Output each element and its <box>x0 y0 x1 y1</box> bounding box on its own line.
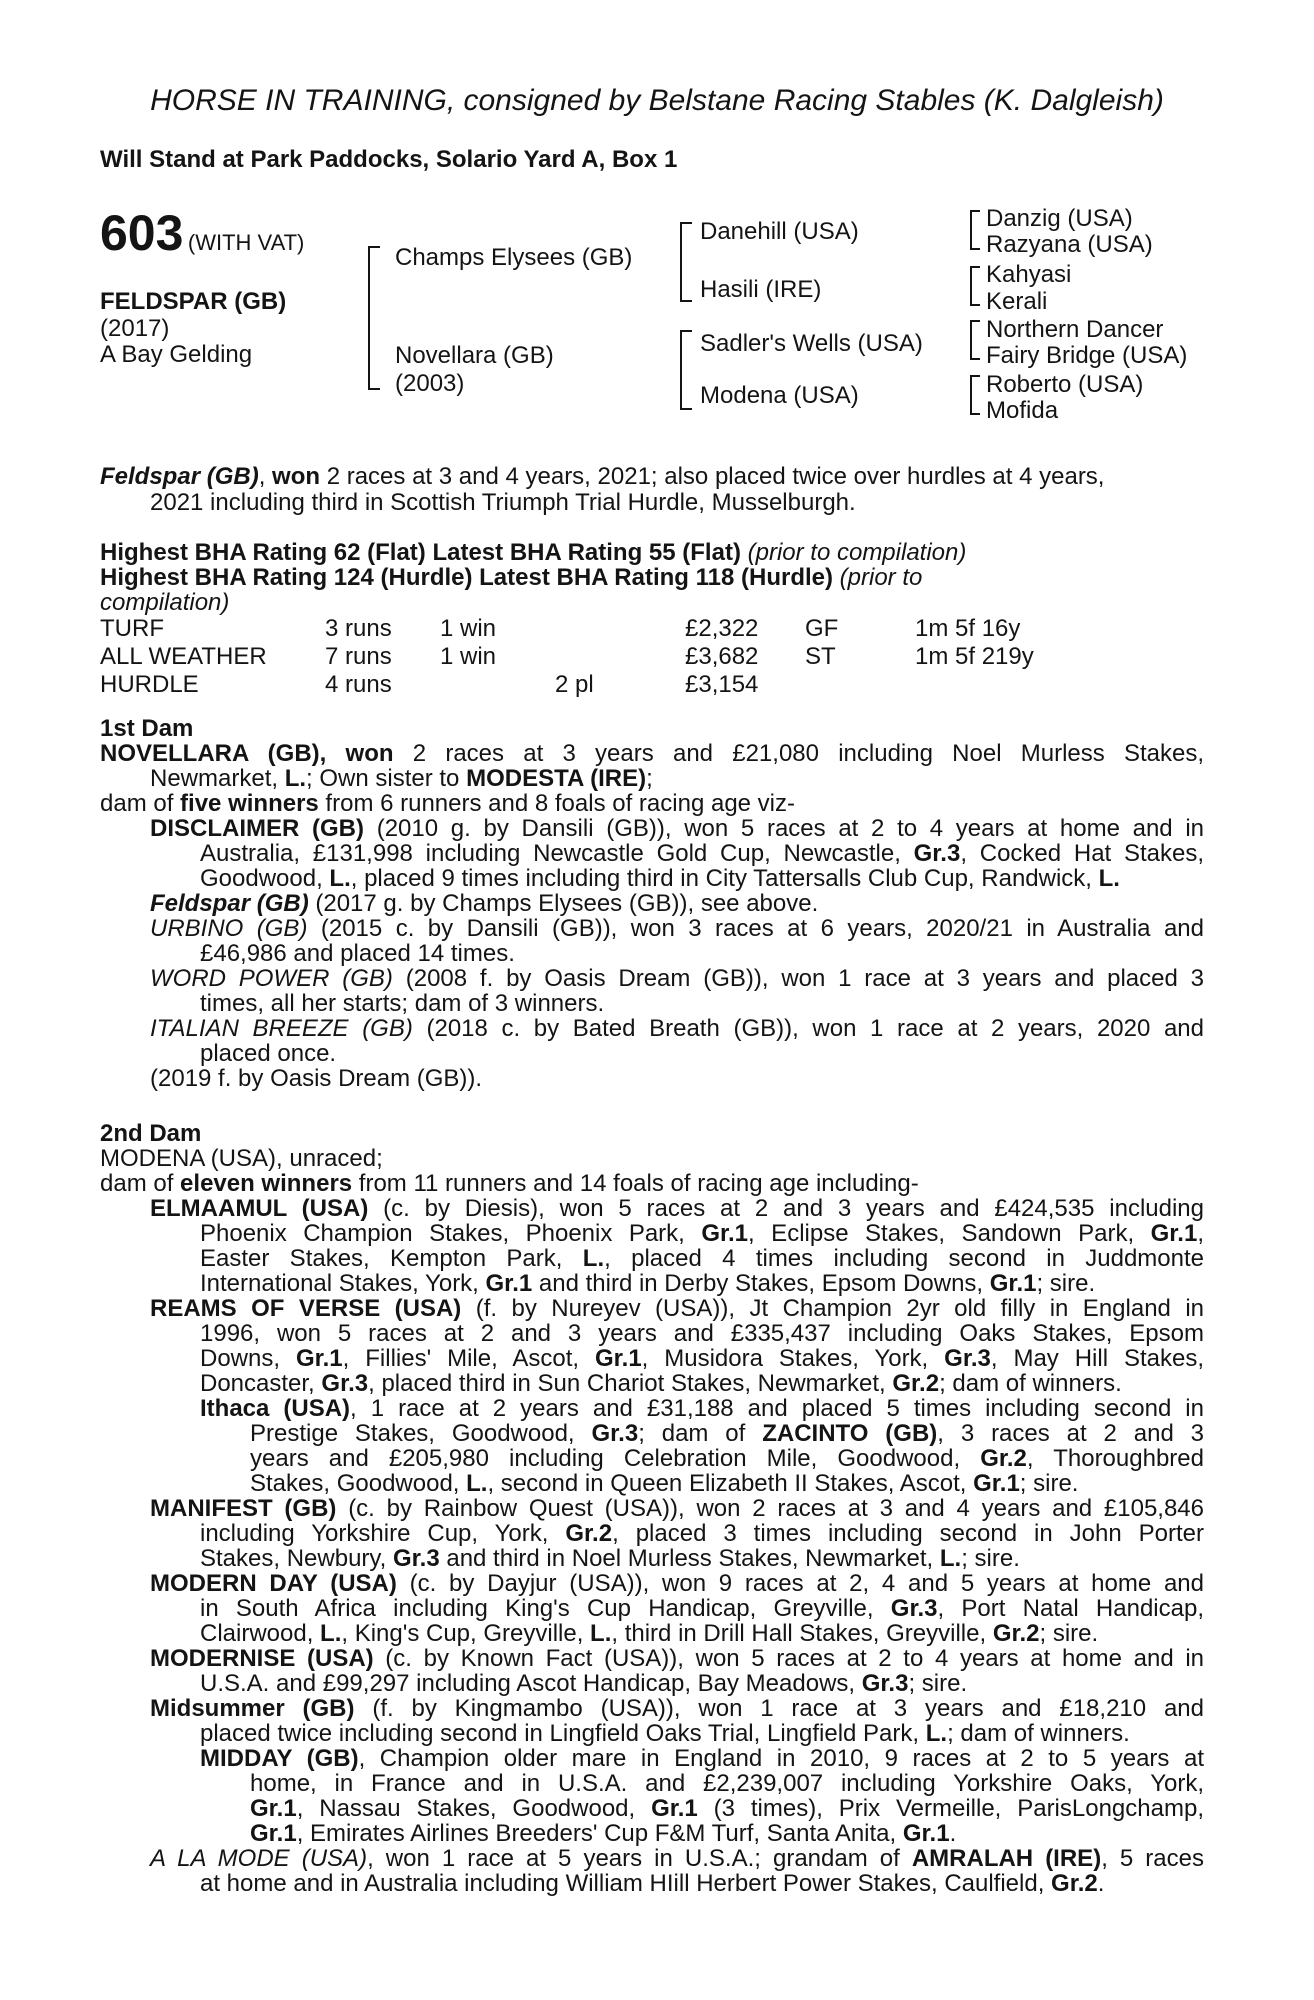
g3-brace <box>970 210 980 250</box>
race-record-surface: TURF <box>100 615 164 642</box>
progeny-line <box>250 1796 1204 1821</box>
race-record-surface: HURDLE <box>100 671 199 698</box>
summary-line: Feldspar (GB), won 2 races at 3 and 4 years, 2021; also placed twice over hurdles at 4 years, <box>100 463 1105 490</box>
listed-mark: L. <box>329 865 351 892</box>
text: , Emirates Airlines Breeders' Cup F&M Turf, Santa Anita, <box>296 1820 903 1847</box>
text: (2015 c. by Dansili (GB)), won 3 races at 6 years, 2020/21 in Australia and <box>307 915 1204 942</box>
progeny-name: Feldspar (GB) <box>150 890 309 917</box>
won-label: , won <box>319 740 394 767</box>
text: placed twice including second in Lingfield Oaks Trial, Lingfield Park, <box>200 1720 926 1747</box>
first-dam-line <box>100 741 1204 766</box>
text: (2018 c. by Bated Breath (GB)), won 1 race at 2 years, 2020 and <box>412 1015 1204 1042</box>
text: , placed 9 times including third in City Tattersalls Club Cup, Randwick, <box>350 865 1099 892</box>
progeny-line <box>150 816 1204 841</box>
text: including Yorkshire Cup, York, <box>200 1520 566 1547</box>
grade-mark: Gr.1 <box>902 1820 950 1847</box>
text: ; Own sister to <box>306 765 467 792</box>
text: from 11 runners and 14 foals of racing age including- <box>352 1170 919 1197</box>
listed-mark: L. <box>466 1470 488 1497</box>
progeny-line: £46,986 and placed 14 times. <box>200 940 515 967</box>
text: International Stakes, York, <box>200 1270 486 1297</box>
text: , placed 3 times including second in John Porter <box>612 1520 1205 1547</box>
dam-year: (2003) <box>395 370 465 397</box>
race-record-wins <box>440 671 555 699</box>
grade-mark: Gr.3 <box>944 1345 991 1372</box>
winners-count: eleven winners <box>180 1170 353 1197</box>
sire-brace <box>680 222 692 302</box>
progeny-line <box>200 1371 1122 1396</box>
race-record-row <box>100 643 1115 671</box>
text: ; <box>646 765 653 792</box>
race-record-distance: 1m 5f 219y <box>915 643 1034 670</box>
flat-rating <box>100 540 966 565</box>
first-dam-heading: 1st Dam <box>100 715 194 742</box>
page-title: HORSE IN TRAINING, consigned by Belstane Racing Stables (K. Dalgleish) <box>150 84 1164 117</box>
text: Doncaster, <box>200 1370 322 1397</box>
text: , Thoroughbred <box>1026 1445 1204 1472</box>
race-record-wins: 1 win <box>440 615 497 642</box>
text: U.S.A. and £99,297 including Ascot Handicap, Bay Meadows, <box>200 1670 862 1697</box>
grade-mark: Gr.2 <box>1051 1870 1098 1897</box>
g3-name: Kerali <box>986 288 1048 315</box>
progeny-line <box>200 1871 1104 1896</box>
stand-location: Will Stand at Park Paddocks, Solario Yard A, Box 1 <box>100 146 678 173</box>
first-dam-line <box>100 791 795 816</box>
text: ; dam of winners. <box>939 1370 1122 1397</box>
sire: Champs Elysees (GB) <box>395 244 633 271</box>
grade-mark: Gr.2 <box>565 1520 613 1547</box>
text: Prestige Stakes, Goodwood, <box>250 1420 592 1447</box>
rating-note: (prior to compilation) <box>747 539 967 566</box>
progeny-line <box>150 1196 1204 1221</box>
race-record-going: ST <box>805 643 836 670</box>
text: Stakes, Goodwood, <box>250 1470 467 1497</box>
progeny-line <box>150 1646 1204 1671</box>
progeny-line: 1996, won 5 races at 2 and 3 years and £335,437 including Oaks Stakes, Epsom <box>200 1320 1204 1347</box>
text: , Cocked Hat Stakes, <box>960 840 1204 867</box>
listed-mark: L. <box>284 765 307 792</box>
progeny-name: ELMAAMUL (USA) <box>150 1195 369 1222</box>
progeny-line <box>200 1346 1204 1371</box>
race-record-distance: 1m 5f 16y <box>915 615 1021 642</box>
text: , Musidora Stakes, York, <box>641 1345 945 1372</box>
text: , Port Natal Handicap, <box>937 1595 1204 1622</box>
text: , 5 races <box>1101 1845 1204 1872</box>
text: 2 races at 3 years and £21,080 including Noel Murless Stakes, <box>393 740 1205 767</box>
g3-name: Mofida <box>986 397 1059 424</box>
progeny-name: MODERNISE (USA) <box>150 1645 374 1672</box>
progeny-line <box>200 1396 1204 1421</box>
grade-mark: Gr.3 <box>890 1595 938 1622</box>
progeny-line <box>150 966 1204 991</box>
g3-brace <box>970 375 980 415</box>
progeny-line <box>200 1596 1204 1621</box>
listed-mark: L. <box>582 1245 605 1272</box>
text: ; sire. <box>908 1670 968 1697</box>
text: (2010 g. by Dansili (GB)), won 5 races at 2 to 4 years at home and in <box>364 815 1205 842</box>
race-record-table <box>100 615 1115 699</box>
text: . <box>1097 1870 1105 1897</box>
text: , Eclipse Stakes, Sandown Park, <box>748 1220 1151 1247</box>
grade-mark: Gr.3 <box>913 840 961 867</box>
text: and third in Derby Stakes, Epsom Downs, <box>532 1270 990 1297</box>
summary-line-2: 2021 including third in Scottish Triumph Trial Hurdle, Musselburgh. <box>150 489 856 516</box>
progeny-line <box>200 866 1120 891</box>
race-record-going: GF <box>805 615 839 642</box>
dam: Novellara (GB) <box>395 342 554 369</box>
text: , <box>1197 1220 1204 1247</box>
race-record-runs: 7 runs <box>325 643 392 670</box>
grade-mark: Gr.1 <box>250 1795 297 1822</box>
text: Stakes, Newbury, <box>200 1545 393 1572</box>
grade-mark: Gr.1 <box>594 1345 642 1372</box>
progeny-name: ITALIAN BREEZE (GB) <box>150 1015 413 1042</box>
listed-mark: L. <box>590 1620 612 1647</box>
progeny-line <box>250 1421 1204 1446</box>
race-record-prize: £2,322 <box>685 615 759 642</box>
race-record-placed: 2 pl <box>555 671 594 698</box>
progeny-name: WORD POWER (GB) <box>150 965 393 992</box>
progeny-name: REAMS OF VERSE (USA) <box>150 1295 462 1322</box>
text: , placed third in Sun Chariot Stakes, Newmarket, <box>368 1370 893 1397</box>
text: (f. by Nureyev (USA)), Jt Champion 2yr old filly in England in <box>461 1295 1204 1322</box>
progeny-line <box>200 1671 967 1696</box>
text: . <box>949 1820 957 1847</box>
text: , Fillies' Mile, Ascot, <box>342 1345 595 1372</box>
second-dam-line <box>100 1171 919 1196</box>
progeny-line <box>200 1746 1204 1771</box>
lot-block <box>100 205 304 261</box>
text: dam of <box>100 1170 181 1197</box>
text: from 6 runners and 8 foals of racing age viz- <box>318 790 796 817</box>
progeny-name: Midsummer (GB) <box>150 1695 355 1722</box>
sister-name: MODESTA (IRE) <box>466 765 647 792</box>
race-record-going <box>805 671 915 699</box>
text: and third in Noel Murless Stakes, Newmarket, <box>439 1545 940 1572</box>
progeny-name: Ithaca (USA) <box>200 1395 351 1422</box>
horse-description: A Bay Gelding <box>100 341 253 368</box>
text: Downs, <box>200 1345 296 1372</box>
first-dam-line <box>150 766 653 791</box>
progeny-line <box>200 841 1204 866</box>
second-dam-heading: 2nd Dam <box>100 1120 202 1147</box>
listed-mark: L. <box>320 1620 342 1647</box>
g3-name: Kahyasi <box>986 261 1072 288</box>
progeny-name: ZACINTO (GB) <box>762 1420 938 1447</box>
dam-name: NOVELLARA (GB) <box>100 740 320 767</box>
race-record-surface: ALL WEATHER <box>100 643 267 670</box>
text: Goodwood, <box>200 865 330 892</box>
g3-brace <box>970 266 980 306</box>
flat-rating-text: Highest BHA Rating 62 (Flat) Latest BHA Rating 55 (Flat) <box>100 539 741 566</box>
text: ; dam of <box>638 1420 763 1447</box>
progeny-line: home, in France and in U.S.A. and £2,239,007 including Yorkshire Oaks, York, <box>250 1770 1204 1797</box>
grade-mark: Gr.3 <box>321 1370 369 1397</box>
rating-note: (prior to <box>839 564 923 591</box>
grade-mark: Gr.1 <box>651 1795 698 1822</box>
grade-mark: Gr.2 <box>980 1445 1027 1472</box>
text: years and £205,980 including Celebration Mile, Goodwood, <box>250 1445 981 1472</box>
text: (2017 g. by Champs Elysees (GB)), see above. <box>308 890 819 917</box>
horse-year: (2017) <box>100 315 170 342</box>
race-record-distance <box>915 671 1115 699</box>
progeny-line <box>150 1696 1204 1721</box>
progeny-line <box>200 1246 1204 1271</box>
g3-name: Roberto (USA) <box>986 371 1144 398</box>
progeny-name: MIDDAY (GB) <box>200 1745 359 1772</box>
hurdle-rating <box>100 565 922 590</box>
progeny-name: A LA MODE (USA) <box>150 1845 368 1872</box>
progeny-name: MODERN DAY (USA) <box>150 1570 397 1597</box>
dam-dam: Modena (USA) <box>700 382 859 409</box>
progeny-line <box>150 1016 1204 1041</box>
text: , third in Drill Hall Stakes, Greyville, <box>611 1620 993 1647</box>
text: at home and in Australia including William HIill Herbert Power Stakes, Caulfield, <box>200 1870 1052 1897</box>
vat-note: (WITH VAT) <box>187 230 305 255</box>
text: Newmarket, <box>150 765 285 792</box>
progeny-line <box>250 1821 956 1846</box>
progeny-line <box>200 1721 1130 1746</box>
progeny-line <box>250 1471 1078 1496</box>
winners-count: five winners <box>180 790 319 817</box>
text: in South Africa including King's Cup Handicap, Greyville, <box>200 1595 891 1622</box>
text: , 3 races at 2 and 3 <box>937 1420 1205 1447</box>
progeny-line <box>250 1446 1204 1471</box>
text: , Nassau Stakes, Goodwood, <box>296 1795 652 1822</box>
text: (2008 f. by Oasis Dream (GB)), won 1 race at 3 years and placed 3 <box>392 965 1204 992</box>
text: (c. by Dayjur (USA)), won 9 races at 2, 4 and 5 years at home and <box>396 1570 1204 1597</box>
dam-sire: Sadler's Wells (USA) <box>700 330 923 357</box>
grade-mark: Gr.1 <box>1150 1220 1198 1247</box>
race-record-runs: 4 runs <box>325 671 392 698</box>
text: dam of <box>100 790 181 817</box>
text: ; dam of winners. <box>947 1720 1130 1747</box>
race-record-row <box>100 615 1115 643</box>
rating-note-cont: compilation) <box>100 589 230 616</box>
summary-horse: Feldspar (GB) <box>100 463 259 490</box>
text: (c. by Diesis), won 5 races at 2 and 3 years and £424,535 including <box>368 1195 1205 1222</box>
grade-mark: Gr.3 <box>392 1545 440 1572</box>
text: Clairwood, <box>200 1620 321 1647</box>
grade-mark: Gr.1 <box>973 1470 1020 1497</box>
grade-mark: Gr.1 <box>250 1820 297 1847</box>
text: ; sire. <box>1039 1620 1099 1647</box>
progeny-line <box>150 1496 1204 1521</box>
sire-dam: Hasili (IRE) <box>700 276 822 303</box>
progeny-line <box>150 1296 1204 1321</box>
progeny-line: (2019 f. by Oasis Dream (GB)). <box>150 1065 483 1092</box>
race-record-prize: £3,682 <box>685 643 759 670</box>
grade-mark: Gr.3 <box>591 1420 639 1447</box>
g3-name: Fairy Bridge (USA) <box>986 342 1188 369</box>
text: , 1 race at 2 years and £31,188 and placed 5 times including second in <box>350 1395 1204 1422</box>
g3-name: Razyana (USA) <box>986 231 1153 258</box>
text: (c. by Known Fact (USA)), won 5 races at 2 to 4 years at home and in <box>373 1645 1204 1672</box>
grade-mark: Gr.1 <box>485 1270 533 1297</box>
g3-brace <box>970 320 980 360</box>
sire-sire: Danehill (USA) <box>700 218 859 245</box>
grade-mark: Gr.1 <box>989 1270 1037 1297</box>
horse-name: FELDSPAR (GB) <box>100 288 287 315</box>
progeny-line <box>150 1846 1204 1871</box>
text: , King's Cup, Greyville, <box>341 1620 591 1647</box>
progeny-line <box>150 891 818 916</box>
text: ; sire. <box>1019 1470 1079 1497</box>
summary-text: 2 races at 3 and 4 years, 2021; also placed twice over hurdles at 4 years, <box>320 463 1105 490</box>
text: Phoenix Champion Stakes, Phoenix Park, <box>200 1220 702 1247</box>
race-record-placed <box>555 643 685 671</box>
text: ; sire. <box>1036 1270 1096 1297</box>
text: (f. by Kingmambo (USA)), won 1 race at 3 years and £18,210 and <box>354 1695 1204 1722</box>
progeny-line <box>200 1546 1020 1571</box>
listed-mark: L. <box>925 1720 948 1747</box>
listed-mark: L. <box>1098 865 1120 892</box>
race-record-row <box>100 671 1115 699</box>
g3-name: Northern Dancer <box>986 316 1164 343</box>
progeny-line <box>150 1571 1204 1596</box>
text: Easter Stakes, Kempton Park, <box>200 1245 583 1272</box>
grade-mark: Gr.3 <box>861 1670 909 1697</box>
progeny-line <box>200 1221 1204 1246</box>
text: , second in Queen Elizabeth II Stakes, Ascot, <box>487 1470 974 1497</box>
race-record-wins: 1 win <box>440 643 497 670</box>
text: Australia, £131,998 including Newcastle Gold Cup, Newcastle, <box>200 840 914 867</box>
lot-number: 603 <box>100 205 184 261</box>
g3-name: Danzig (USA) <box>986 205 1133 232</box>
text: , placed 4 times including second in Juddmonte <box>604 1245 1204 1272</box>
grade-mark: Gr.2 <box>892 1370 940 1397</box>
progeny-line <box>200 1521 1204 1546</box>
won-label: won <box>272 463 321 490</box>
progeny-name: DISCLAIMER (GB) <box>150 815 365 842</box>
grade-mark: Gr.1 <box>701 1220 749 1247</box>
progeny-name: URBINO (GB) <box>150 915 308 942</box>
grade-mark: Gr.2 <box>992 1620 1040 1647</box>
grade-mark: Gr.1 <box>295 1345 343 1372</box>
race-record-prize: £3,154 <box>685 671 759 698</box>
pedigree-brace <box>368 246 380 390</box>
progeny-name: AMRALAH (IRE) <box>911 1845 1102 1872</box>
progeny-line: placed once. <box>200 1040 337 1067</box>
text: , won 1 race at 5 years in U.S.A.; grandam of <box>367 1845 912 1872</box>
progeny-line <box>150 916 1204 941</box>
second-dam-line: MODENA (USA), unraced; <box>100 1145 383 1172</box>
text: , Champion older mare in England in 2010, 9 races at 2 to 5 years at <box>358 1745 1204 1772</box>
listed-mark: L. <box>939 1545 962 1572</box>
dam-brace <box>680 330 692 410</box>
text: ; sire. <box>961 1545 1020 1572</box>
text: , May Hill Stakes, <box>990 1345 1204 1372</box>
race-record-runs: 3 runs <box>325 615 392 642</box>
progeny-line <box>200 1271 1095 1296</box>
progeny-name: MANIFEST (GB) <box>150 1495 337 1522</box>
progeny-line <box>200 1621 1098 1646</box>
progeny-line: times, all her starts; dam of 3 winners. <box>200 990 605 1017</box>
hurdle-rating-text: Highest BHA Rating 124 (Hurdle) Latest BHA Rating 118 (Hurdle) <box>100 564 833 591</box>
text: (c. by Rainbow Quest (USA)), won 2 races at 3 and 4 years and £105,846 <box>336 1495 1205 1522</box>
race-record-placed <box>555 615 685 643</box>
text: (3 times), Prix Vermeille, ParisLongchamp, <box>697 1795 1204 1822</box>
